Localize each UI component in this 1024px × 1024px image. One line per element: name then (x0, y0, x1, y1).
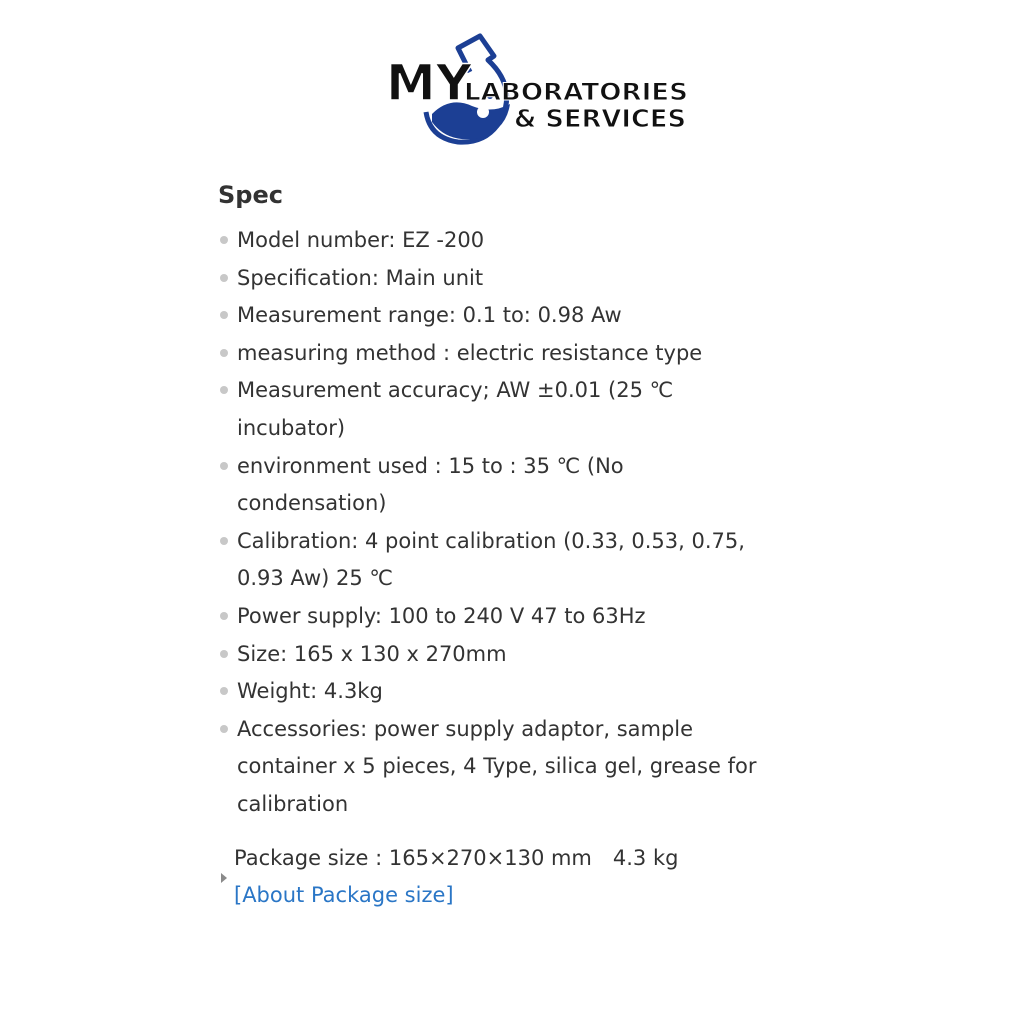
spec-item-measurement-accuracy (218, 372, 778, 447)
spec-item-environment (218, 448, 778, 523)
bullet-icon (220, 650, 228, 658)
spec-item-text: Measurement accuracy; AW ±0.01 (25 ℃ incubator) (237, 378, 674, 440)
spec-list (218, 222, 778, 824)
spec-item-measurement-range (218, 297, 778, 335)
spec-item-text: Specification: Main unit (237, 265, 484, 290)
bullet-icon (220, 612, 228, 620)
bullet-icon (220, 386, 228, 394)
bullet-icon (220, 725, 228, 733)
caret-right-icon (221, 873, 227, 883)
spec-item-text: Size: 165 x 130 x 270mm (237, 641, 507, 666)
bullet-icon (220, 236, 228, 244)
spec-item-measuring-method (218, 335, 778, 373)
about-package-size-link[interactable]: [About Package size] (234, 883, 454, 907)
spec-heading: Spec (218, 181, 283, 209)
spec-item-text: Measurement range: 0.1 to: 0.98 Aw (237, 303, 622, 328)
bullet-icon (220, 311, 228, 319)
package-size-text: Package size : 165×270×130 mm 4.3 kg (234, 846, 679, 870)
logo-laboratories: LABORATORIES (464, 78, 688, 106)
spec-item-specification (218, 260, 778, 298)
spec-item-model-number (218, 222, 778, 260)
spec-item-text: Accessories: power supply adaptor, sample container x 5 pieces, 4 Type, silica gel, grease for calibration (237, 716, 757, 816)
company-logo (384, 26, 694, 148)
bullet-icon (220, 274, 228, 282)
package-info (218, 840, 794, 914)
spec-item-text: environment used : 15 to : 35 ℃ (No condensation) (237, 453, 624, 516)
spec-item-calibration (218, 523, 778, 598)
spec-item-text: Power supply: 100 to 240 V 47 to 63Hz (237, 603, 646, 628)
spec-item-size (218, 636, 778, 674)
bullet-icon (220, 462, 228, 470)
spec-item-text: Model number: EZ -200 (237, 228, 485, 252)
logo-services: & SERVICES (514, 104, 686, 133)
spec-item-text: Weight: 4.3kg (237, 679, 383, 704)
bullet-icon (220, 349, 228, 357)
bullet-icon (220, 537, 228, 545)
spec-item-weight (218, 673, 778, 711)
spec-item-text: Calibration: 4 point calibration (0.33, 0.53, 0.75, 0.93 Aw) 25 ℃ (237, 528, 745, 591)
spec-item-power-supply (218, 598, 778, 636)
bullet-icon (220, 687, 228, 695)
spec-item-text: measuring method : electric resistance type (237, 340, 703, 365)
spec-item-accessories (218, 711, 778, 824)
logo-my: MY (386, 54, 472, 112)
